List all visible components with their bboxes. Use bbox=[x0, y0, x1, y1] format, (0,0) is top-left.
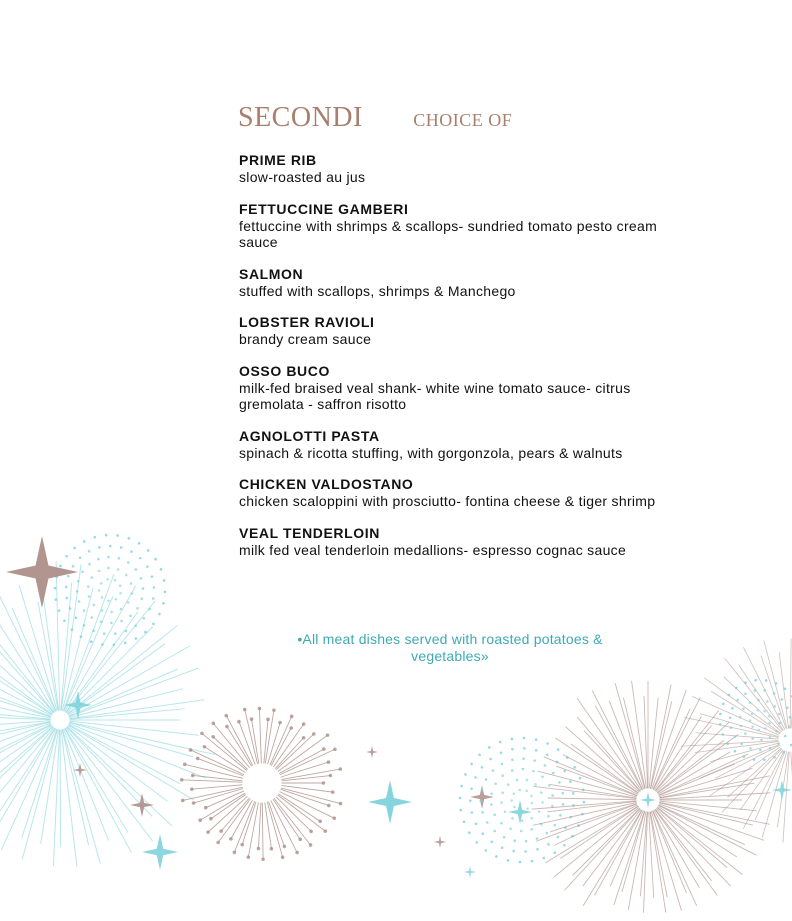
menu-item bbox=[239, 152, 679, 186]
menu-item-description: spinach & ricotta stuffing, with gorgonzola, pears & walnuts bbox=[239, 444, 623, 461]
section-subtitle: CHOICE OF bbox=[413, 110, 513, 130]
menu-item bbox=[239, 266, 679, 300]
menu-item-name: VEAL TENDERLOIN bbox=[239, 524, 380, 541]
menu-item bbox=[239, 201, 679, 251]
menu-item-description: chicken scaloppini with prosciutto- fontina cheese & tiger shrimp bbox=[239, 493, 656, 509]
menu-item bbox=[239, 363, 679, 413]
menu-item bbox=[239, 525, 679, 559]
menu-item-description: slow-roasted au jus bbox=[239, 169, 366, 185]
menu-items-list bbox=[239, 152, 679, 573]
menu-item-name: LOBSTER RAVIOLI bbox=[239, 314, 375, 330]
menu-item-name: CHICKEN VALDOSTANO bbox=[239, 476, 414, 492]
menu-footnote: •All meat dishes served with roasted potatoes & vegetables» bbox=[297, 631, 603, 664]
menu-item-name: AGNOLOTTI PASTA bbox=[239, 427, 380, 444]
menu-item-description: milk-fed braised veal shank- white wine tomato sauce- citrus gremolata - saffron risotto bbox=[239, 379, 631, 412]
menu-item-description: brandy cream sauce bbox=[239, 331, 372, 347]
section-header bbox=[238, 102, 512, 134]
menu-item-name: PRIME RIB bbox=[239, 152, 317, 168]
menu-item-description: fettuccine with shrimps & scallops- sundried tomato pesto cream sauce bbox=[239, 217, 658, 250]
section-title: SECONDI bbox=[238, 102, 363, 133]
menu-item-name: OSSO BUCO bbox=[239, 362, 330, 379]
menu-item bbox=[239, 314, 679, 348]
menu-item bbox=[239, 428, 679, 462]
menu-item-description: stuffed with scallops, shrimps & Manchego bbox=[239, 282, 516, 299]
menu-item-name: SALMON bbox=[239, 265, 304, 282]
menu-item-name: FETTUCCINE GAMBERI bbox=[239, 200, 409, 217]
menu-item bbox=[239, 476, 679, 510]
menu-item-description: milk fed veal tenderloin medallions- espresso cognac sauce bbox=[239, 541, 627, 558]
